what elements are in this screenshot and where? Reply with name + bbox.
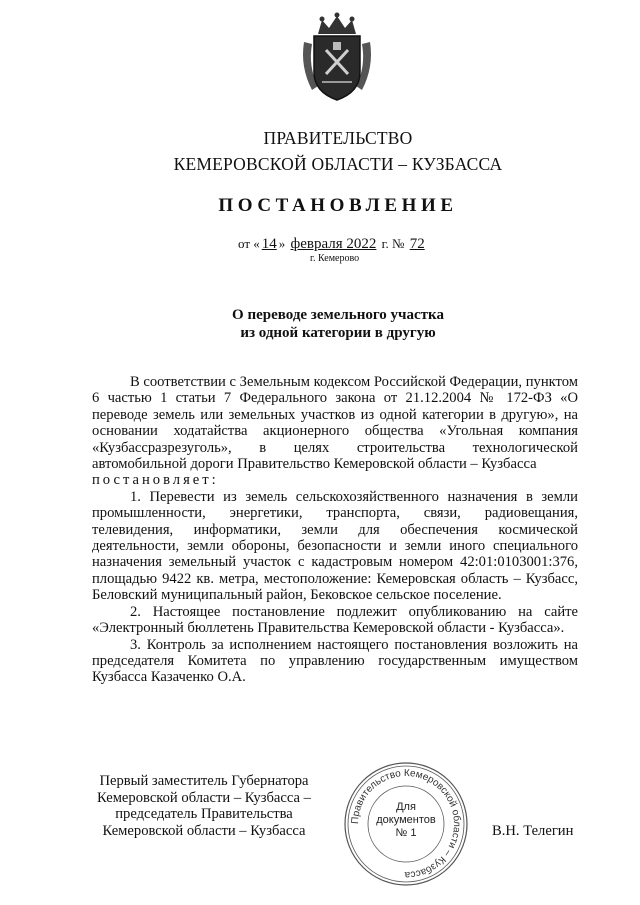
- number-prefix: №: [392, 236, 405, 251]
- date-year-suffix: г.: [381, 236, 389, 251]
- signatory-line3: председатель Правительства: [115, 806, 293, 823]
- signatory-line1: Первый заместитель Губернатора: [99, 773, 309, 789]
- document-date-line: [238, 236, 427, 253]
- organization-name-line2: КЕМЕРОВСКОЙ ОБЛАСТИ – КУЗБАССА: [173, 154, 503, 174]
- coat-of-arms-icon: [298, 12, 376, 104]
- document-number: 72: [409, 236, 425, 252]
- signatory-title: [88, 773, 320, 839]
- stamp-line2: документов: [376, 814, 436, 826]
- stamp-ring-text: Правительство Кемеровской области – Кузбасса: [349, 767, 463, 881]
- signer-name: В.Н. Телегин: [492, 823, 574, 839]
- signatory-line2: Кемеровской области – Кузбасса –: [97, 789, 311, 806]
- document-subject: [18, 306, 640, 342]
- date-prefix: от «: [238, 236, 260, 251]
- document-body: [92, 374, 578, 686]
- organization-name-line1: ПРАВИТЕЛЬСТВО: [263, 128, 413, 148]
- stamp-line1: Для: [396, 801, 416, 813]
- date-day: 14: [261, 236, 277, 252]
- preamble-paragraph: В соответствии с Земельным кодексом Российской Федерации, пунктом 6 частью 1 статьи 7 Федерального закона от 21.12.2004 № 172-ФЗ «О переводе земель или земельных участков из одной категории в другую», на основании ходатайства акционерного общества «Угольная компания «Кузбассразрезуголь», в целях строительства технологической автомобильной дороги Правительство Кемеровской области – Кузбасса: [92, 374, 578, 473]
- subject-line2: из одной категории в другую: [240, 325, 436, 341]
- stamp-line3: № 1: [395, 827, 417, 839]
- stamp-inner-text: [370, 801, 442, 840]
- document-type-title: ПОСТАНОВЛЕНИЕ: [218, 195, 458, 216]
- date-month-year: февраля 2022: [290, 236, 377, 252]
- document-place: г. Кемерово: [310, 253, 360, 264]
- item-3-paragraph: 3. Контроль за исполнением настоящего постановления возложить на председателя Комитета по управлению государственным имуществом Кузбасса Казаченко О.А.: [92, 636, 578, 686]
- item-1-paragraph: 1. Перевести из земель сельскохозяйственного назначения в земли промышленности, энергетики, транспорта, связи, радиовещания, телевидения, информатики, земли для обеспечения космической деятельности, земли обороны, безопасности и земли иного специального назначения земельный участок с кадастровым номером 42:01:0103001:376, площадью 9422 кв. метра, местоположение: Кемеровская область – Кузбасс, Беловский муниципальный район, Бековское сельское поселение.: [92, 488, 578, 604]
- decree-word: постановляет:: [92, 472, 219, 489]
- item-2-paragraph: 2. Настоящее постановление подлежит опубликованию на сайте «Электронный бюллетень Правительства Кемеровской области - Кузбасса».: [92, 603, 578, 637]
- signatory-line4: Кемеровской области – Кузбасса: [102, 822, 306, 839]
- subject-line1: О переводе земельного участка: [232, 307, 444, 323]
- date-mid: »: [278, 236, 286, 251]
